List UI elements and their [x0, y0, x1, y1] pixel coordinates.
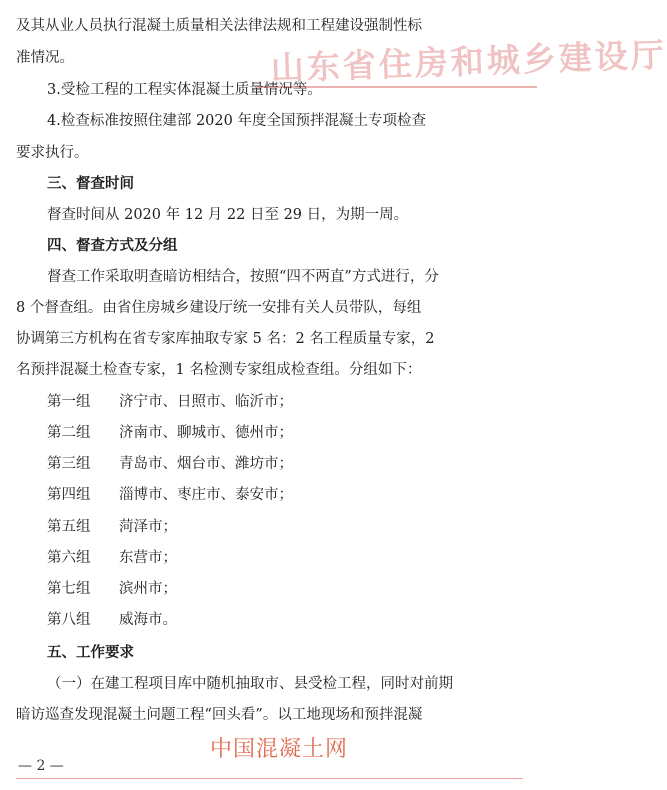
group-cities: 菏泽市； [119, 519, 177, 535]
body-line: 督查工作采取明查暗访相结合，按照“四不两直”方式进行，分 [47, 269, 439, 285]
group-name: 第四组 [47, 487, 91, 503]
group-name: 第二组 [47, 425, 91, 441]
group-name: 第一组 [47, 394, 91, 410]
body-line: 要求执行。 [16, 145, 89, 161]
body-line: 协调第三方机构在省专家库抽取专家 5 名：2 名工程质量专家，2 [16, 331, 435, 347]
section-heading: 四、督查方式及分组 [47, 238, 178, 254]
body-line: （一）在建工程项目库中随机抽取市、县受检工程，同时对前期 [47, 676, 453, 692]
group-row [0, 392, 584, 412]
body-line: 及其从业人员执行混凝土质量相关法律法规和工程建设强制性标 [16, 18, 422, 34]
body-line: 名预拌混凝土检查专家，1 名检测专家组成检查组。分组如下： [16, 362, 422, 378]
group-row [0, 454, 584, 474]
group-cities: 淄博市、枣庄市、泰安市； [119, 487, 293, 503]
body-line: 4.检查标准按照住建部 2020 年度全国预拌混凝土专项检查 [47, 113, 426, 129]
section-heading: 五、工作要求 [47, 645, 134, 661]
group-row [0, 485, 584, 505]
group-cities: 青岛市、烟台市、潍坊市； [119, 456, 293, 472]
body-line: 3.受检工程的工程实体混凝土质量情况等。 [47, 82, 322, 98]
section-heading: 三、督查时间 [47, 176, 134, 192]
group-cities: 滨州市； [119, 581, 177, 597]
group-name: 第三组 [47, 456, 91, 472]
group-name: 第八组 [47, 612, 91, 628]
group-cities: 济宁市、日照市、临沂市； [119, 394, 293, 410]
group-name: 第五组 [47, 519, 91, 535]
group-row [0, 579, 584, 599]
group-cities: 济南市、聊城市、德州市； [119, 425, 293, 441]
body-line: 准情况。 [16, 50, 74, 66]
group-row [0, 548, 584, 568]
group-cities: 东营市； [119, 550, 177, 566]
group-name: 第七组 [47, 581, 91, 597]
group-row [0, 610, 584, 630]
body-line: 8 个督查组。由省住房城乡建设厅统一安排有关人员带队，每组 [16, 300, 422, 316]
body-line: 暗访巡查发现混凝土问题工程“回头看”。以工地现场和预拌混凝 [16, 707, 423, 723]
group-name: 第六组 [47, 550, 91, 566]
group-row [0, 423, 584, 443]
official-seal-stamp: 山东省住房和城乡建设厅 [270, 35, 667, 88]
bottom-divider [16, 778, 523, 779]
group-row [0, 517, 584, 537]
page-number: — 2 — [18, 758, 64, 774]
site-watermark: 中国混凝土网 [210, 737, 349, 762]
body-line: 督查时间从 2020 年 12 月 22 日至 29 日，为期一周。 [47, 207, 409, 223]
group-cities: 威海市。 [119, 612, 177, 628]
